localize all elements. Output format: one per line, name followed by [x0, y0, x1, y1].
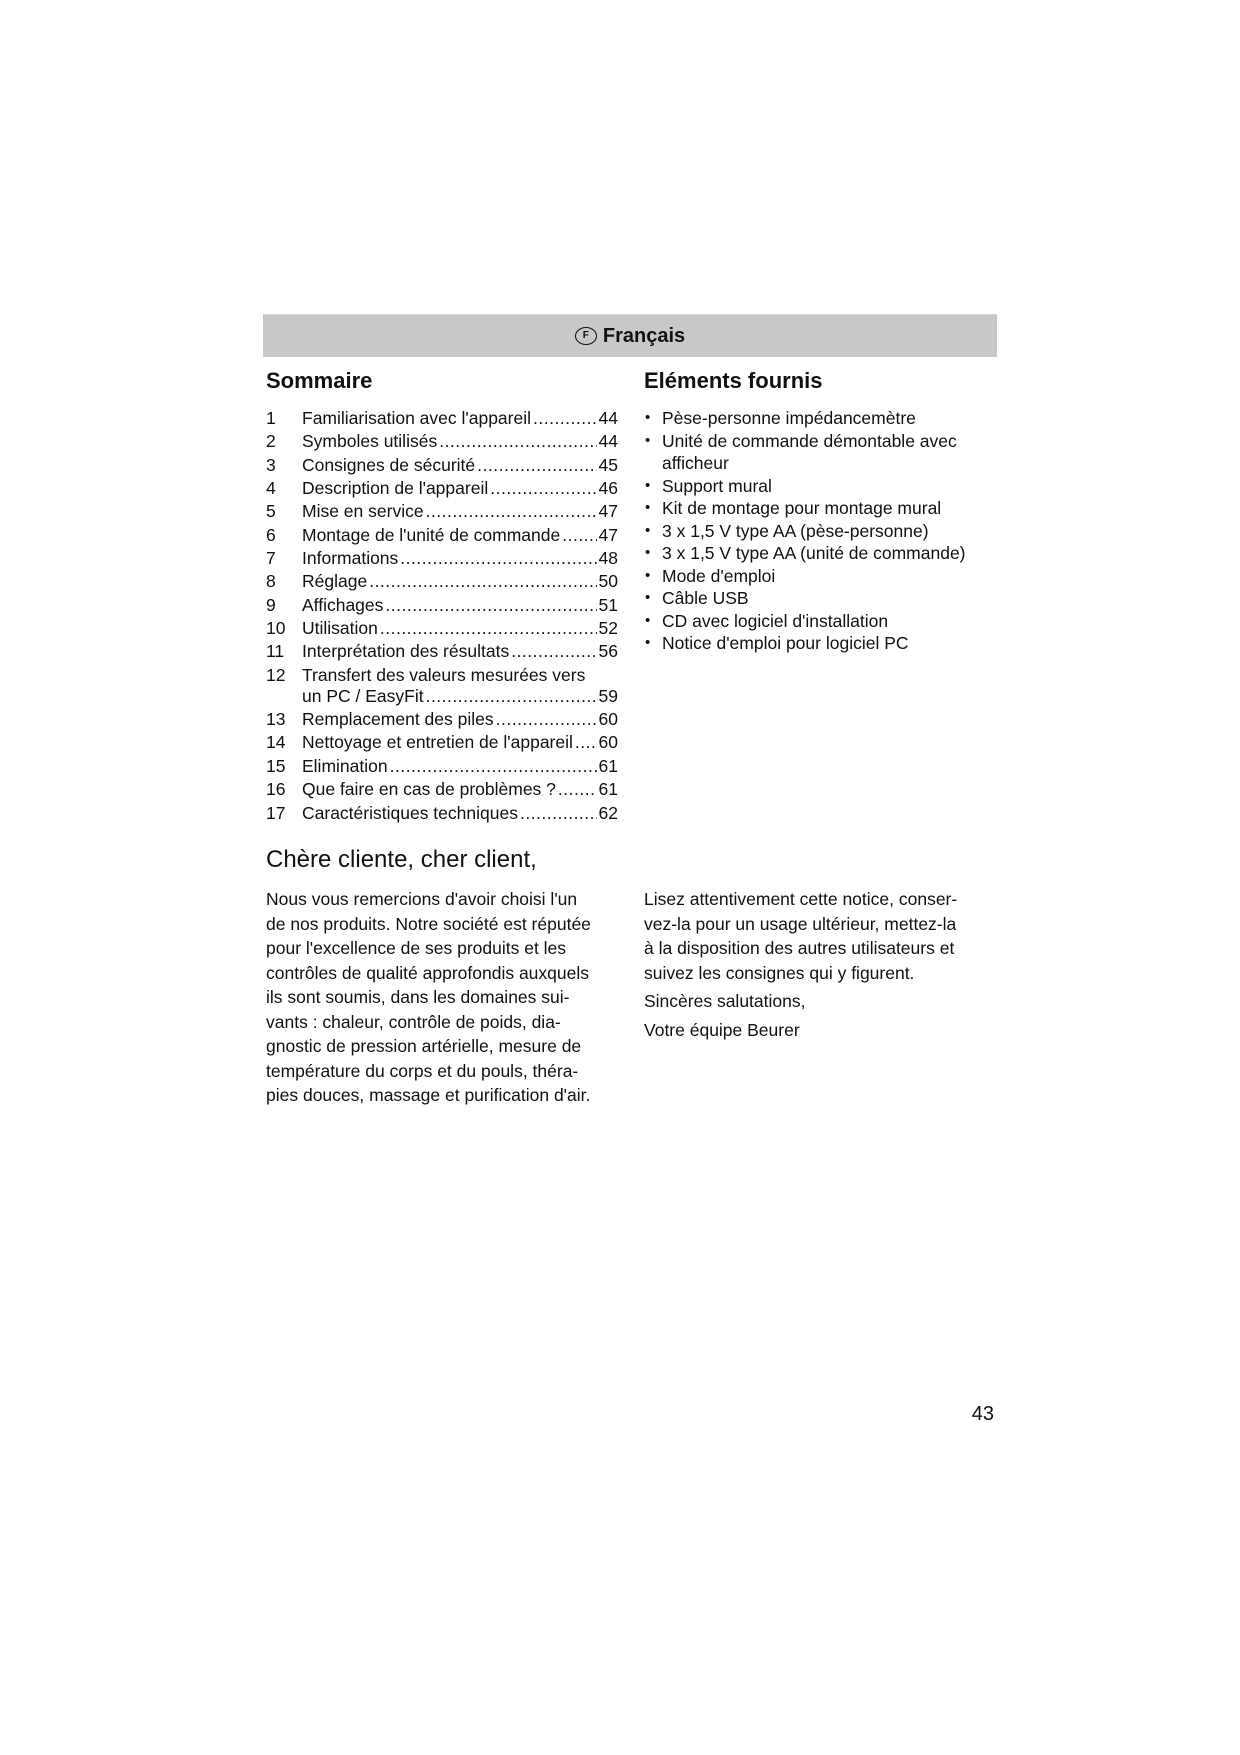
- toc-dot-leader: [400, 548, 596, 569]
- supplied-item: [644, 542, 1004, 565]
- toc-entry-page: 51: [598, 594, 618, 615]
- toc-dot-leader: [426, 501, 597, 522]
- toc-dot-leader: [533, 408, 597, 429]
- toc-entry-body: [302, 431, 618, 452]
- toc-entry-line: [302, 686, 618, 707]
- toc-entry-number: 14: [266, 732, 286, 753]
- toc-entry: [266, 665, 618, 707]
- intro-line: Nous vous remercions d'avoir choisi l'un: [266, 889, 578, 909]
- advice-line: suivez les consignes qui y figurent.: [644, 962, 915, 983]
- toc-entry-number: 17: [266, 802, 286, 823]
- toc-dot-leader: [439, 431, 596, 452]
- supplied-item-line: • Unité de commande démontable avec: [662, 430, 957, 451]
- toc-entry-title: Symboles utilisés: [302, 431, 438, 452]
- toc-entry: [266, 431, 618, 452]
- toc-entry-number: 6: [266, 524, 276, 545]
- supplied-item-line: • Kit de montage pour montage mural: [662, 498, 942, 518]
- toc-entry-line: [302, 595, 618, 616]
- toc-entry-body: [302, 779, 618, 800]
- toc-entry-page: 59: [598, 685, 618, 706]
- toc-dot-leader: [490, 478, 596, 499]
- supplied-item-line: • Pèse-personne impédancemètre: [662, 408, 916, 428]
- toc-entry-number: 11: [266, 641, 285, 662]
- supplied-item: [644, 520, 1004, 543]
- toc-entry: [266, 756, 618, 777]
- toc-entry-page: 52: [598, 618, 618, 639]
- toc-entry-body: [302, 595, 618, 616]
- toc-entry-page: 44: [598, 408, 618, 428]
- signature-text: Votre équipe Beurer: [644, 1020, 800, 1040]
- supplied-item-line: • Câble USB: [662, 588, 749, 608]
- toc-entry-line: [302, 571, 618, 592]
- language-banner: [263, 314, 997, 357]
- toc-dot-leader: [562, 525, 596, 546]
- toc-entry-body: [302, 756, 618, 777]
- toc-dot-leader: [390, 756, 597, 777]
- supplied-item-line: • 3 x 1,5 V type AA (pèse-personne): [662, 520, 929, 541]
- toc-entry-page: 46: [598, 478, 618, 499]
- toc-entry-body: [302, 618, 618, 639]
- toc-entry-title: Que faire en cas de problèmes ?: [302, 779, 556, 800]
- advice-line: vez-la pour un usage ultérieur, mettez-la: [644, 913, 957, 934]
- supplied-item: [644, 610, 1004, 633]
- toc-entry-number: 15: [266, 755, 286, 776]
- supplied-items-list: [644, 407, 1004, 655]
- toc-entry-title: Interprétation des résultats: [302, 641, 510, 662]
- supplied-item-line: afficheur: [662, 453, 729, 473]
- toc-dot-leader: [426, 686, 597, 707]
- toc-entry: [266, 732, 618, 753]
- toc-dot-leader: [380, 618, 597, 639]
- toc-entry-number: 16: [266, 779, 286, 800]
- toc-entry-line: [302, 478, 618, 499]
- toc-entry: [266, 709, 618, 730]
- toc-entry-body: [302, 732, 618, 753]
- toc-entry-line: [302, 431, 618, 452]
- toc-entry-number: 10: [266, 618, 286, 639]
- toc-entry-body: [302, 408, 618, 429]
- toc-entry-title: Elimination: [302, 755, 388, 776]
- toc-entry-title: Transfert des valeurs mesurées vers: [302, 664, 586, 685]
- toc-entry-line: [302, 408, 618, 429]
- toc-entry-line: [302, 779, 618, 800]
- toc-entry-page: 61: [598, 755, 618, 776]
- toc-entry-page: 45: [598, 454, 618, 475]
- toc-dot-leader: [511, 641, 596, 662]
- toc-dot-leader: [385, 595, 596, 616]
- toc-entry-title: Remplacement des piles: [302, 709, 494, 730]
- supplied-item: [644, 407, 1004, 430]
- toc-entry-line: [302, 618, 618, 639]
- toc-entry-line: [302, 525, 618, 546]
- toc-dot-leader: [520, 803, 597, 824]
- toc-entry-page: 48: [598, 548, 618, 569]
- greeting-heading: Chère cliente, cher client,: [266, 846, 537, 873]
- advice-line: à la disposition des autres utilisateurs et: [644, 938, 955, 958]
- toc-entry-page: 47: [598, 501, 618, 522]
- toc-entry: [266, 803, 618, 824]
- closing-text: Sincères salutations,: [644, 991, 806, 1011]
- toc-entry: [266, 548, 618, 569]
- supplied-item-line: • Mode d'emploi: [662, 565, 776, 586]
- toc-dot-leader: [575, 732, 597, 753]
- supplied-item: [644, 497, 1004, 520]
- toc-entry-body: [302, 803, 618, 824]
- toc-entry-line: [302, 665, 618, 686]
- intro-line: pour l'excellence de ses produits et les: [266, 938, 567, 958]
- toc-entry: [266, 595, 618, 616]
- toc-dot-leader: [369, 571, 596, 592]
- toc-entry-page: 44: [598, 431, 618, 452]
- toc-entry-line: [302, 641, 618, 662]
- toc-dot-leader: [558, 779, 597, 800]
- language-code-badge: F: [575, 327, 597, 345]
- intro-line: pies douces, massage et purification d'air.: [266, 1085, 591, 1105]
- toc-entry-line: [302, 455, 618, 476]
- toc-entry-line: [302, 709, 618, 730]
- supplied-item-line: • Notice d'emploi pour logiciel PC: [662, 633, 909, 653]
- toc-entry-line: [302, 548, 618, 569]
- toc-entry-body: [302, 548, 618, 569]
- toc-entry: [266, 408, 618, 429]
- supplied-item-line: • 3 x 1,5 V type AA (unité de commande): [662, 543, 966, 563]
- toc-entry: [266, 525, 618, 546]
- supplied-item: [644, 587, 1004, 610]
- toc-entry-number: 12: [266, 664, 286, 685]
- intro-line: gnostic de pression artérielle, mesure de: [266, 1036, 582, 1056]
- language-label: Français: [602, 324, 686, 347]
- toc-entry-title: Familiarisation avec l'appareil: [302, 408, 531, 428]
- toc-entry-body: [302, 709, 618, 730]
- supplied-item-line: • Support mural: [662, 475, 772, 496]
- toc-entry-title: Réglage: [302, 571, 368, 592]
- toc-entry: [266, 618, 618, 639]
- toc-entry-title: Caractéristiques techniques: [302, 802, 518, 823]
- supplied-title: Eléments fournis: [644, 368, 823, 393]
- toc-entry-title: Consignes de sécurité: [302, 454, 476, 475]
- toc-entry: [266, 571, 618, 592]
- toc-entry-line: [302, 756, 618, 777]
- toc-entry-line: [302, 803, 618, 824]
- toc-entry-title: Utilisation: [302, 618, 378, 639]
- toc-entry-page: 61: [598, 779, 618, 800]
- toc-entry-number: 1: [266, 408, 276, 428]
- toc-entry-number: 8: [266, 571, 276, 592]
- toc-entry-page: 47: [598, 524, 618, 545]
- toc-entry-number: 9: [266, 594, 276, 615]
- supplied-item-line: • CD avec logiciel d'installation: [662, 610, 889, 631]
- toc-entry-body: [302, 478, 618, 499]
- toc-entry-body: [302, 641, 618, 662]
- toc-entry: [266, 779, 618, 800]
- toc-entry-title: Informations: [302, 548, 399, 569]
- intro-line: vants : chaleur, contrôle de poids, dia-: [266, 1011, 561, 1032]
- toc-title: Sommaire: [266, 368, 373, 393]
- supplied-item: [644, 430, 1004, 475]
- advice-paragraph: [644, 887, 1004, 985]
- table-of-contents: [266, 408, 618, 826]
- toc-entry-title: Mise en service: [302, 501, 424, 522]
- toc-entry: [266, 478, 618, 499]
- intro-line: température du corps et du pouls, théra-: [266, 1060, 579, 1081]
- toc-entry-body: [302, 665, 618, 707]
- page-number: 43: [971, 1403, 994, 1425]
- toc-entry-page: 60: [598, 732, 618, 753]
- toc-entry: [266, 501, 618, 522]
- toc-entry-page: 50: [598, 571, 618, 592]
- intro-line: ils sont soumis, dans les domaines sui-: [266, 987, 570, 1007]
- toc-entry: [266, 455, 618, 476]
- toc-entry-page: 60: [598, 709, 618, 730]
- toc-entry-number: 7: [266, 548, 276, 569]
- toc-entry-page: 56: [598, 641, 618, 662]
- toc-entry-title: Affichages: [302, 594, 384, 615]
- toc-entry: [266, 641, 618, 662]
- toc-entry-title: Montage de l'unité de commande: [302, 524, 561, 545]
- toc-entry-body: [302, 455, 618, 476]
- toc-entry-title: Nettoyage et entretien de l'appareil: [302, 732, 573, 753]
- supplied-item: [644, 565, 1004, 588]
- toc-entry-number: 4: [266, 478, 276, 499]
- intro-line: de nos produits. Notre société est réputée: [266, 913, 591, 934]
- toc-entry-body: [302, 501, 618, 522]
- advice-line: Lisez attentivement cette notice, conser-: [644, 889, 958, 909]
- toc-entry-line: [302, 732, 618, 753]
- supplied-item: [644, 632, 1004, 655]
- toc-entry-title: Description de l'appareil: [302, 478, 489, 499]
- toc-entry-page: 62: [598, 802, 618, 823]
- intro-paragraph: [266, 887, 626, 1108]
- toc-entry-line: [302, 501, 618, 522]
- toc-entry-number: 13: [266, 709, 286, 730]
- toc-entry-number: 5: [266, 501, 276, 522]
- toc-entry-title: un PC / EasyFit: [302, 685, 424, 706]
- toc-dot-leader: [477, 455, 596, 476]
- supplied-item: [644, 475, 1004, 498]
- toc-entry-number: 2: [266, 431, 276, 452]
- toc-entry-number: 3: [266, 454, 276, 475]
- toc-dot-leader: [496, 709, 597, 730]
- toc-entry-body: [302, 571, 618, 592]
- toc-entry-body: [302, 525, 618, 546]
- intro-line: contrôles de qualité approfondis auxquels: [266, 962, 589, 983]
